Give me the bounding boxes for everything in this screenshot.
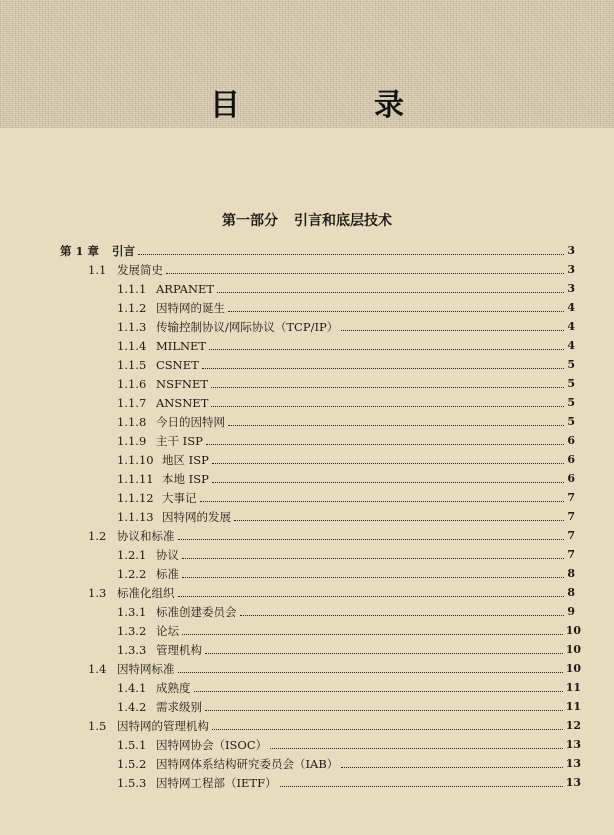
toc-entry[interactable]: 1.1.2 因特网的诞生 4 xyxy=(117,301,575,315)
toc-entry[interactable]: 1.4.1 成熟度 11 xyxy=(117,681,581,695)
toc-entry[interactable]: 1.1.12 大事记 7 xyxy=(117,491,575,505)
toc-entry[interactable]: 1.1.13 因特网的发展 7 xyxy=(117,510,575,524)
toc-entry[interactable]: 1.1 发展简史 3 xyxy=(88,263,575,277)
toc-entry[interactable]: 第 1 章 引言 3 xyxy=(60,244,575,258)
toc-entry[interactable]: 1.2.2 标准 8 xyxy=(117,567,575,581)
part-heading xyxy=(0,210,614,230)
toc-entry[interactable]: 1.1.8 今日的因特网 5 xyxy=(117,415,575,429)
toc-entry[interactable]: 1.1.11 本地 ISP 6 xyxy=(117,472,575,486)
part-name: 引言和底层技术 xyxy=(294,213,392,229)
part-label: 第一部分 xyxy=(222,213,278,229)
toc-entry[interactable]: 1.5.3 因特网工程部（IETF） 13 xyxy=(117,776,581,790)
toc-entry[interactable]: 1.3.1 标准创建委员会 9 xyxy=(117,605,575,619)
toc-entry[interactable]: 1.1.1 ARPANET 3 xyxy=(117,282,575,296)
toc-entry[interactable]: 1.2 协议和标准 7 xyxy=(88,529,575,543)
toc-entry[interactable]: 1.3.3 管理机构 10 xyxy=(117,643,581,657)
toc-entry[interactable]: 1.1.6 NSFNET 5 xyxy=(117,377,575,391)
toc-entry[interactable]: 1.2.1 协议 7 xyxy=(117,548,575,562)
toc-entry[interactable]: 1.4.2 需求级别 11 xyxy=(117,700,581,714)
toc-entry[interactable]: 1.3.2 论坛 10 xyxy=(117,624,581,638)
toc-entry[interactable]: 1.5.2 因特网体系结构研究委员会（IAB） 13 xyxy=(117,757,581,771)
toc-entry[interactable]: 1.3 标准化组织 8 xyxy=(88,586,575,600)
toc-entry[interactable]: 1.1.10 地区 ISP 6 xyxy=(117,453,575,467)
page-title: 目 录 xyxy=(210,88,456,123)
toc-entry[interactable]: 1.4 因特网标准 10 xyxy=(88,662,581,676)
header-banner xyxy=(0,0,614,128)
toc-entry[interactable]: 1.1.3 传输控制协议/网际协议（TCP/IP） 4 xyxy=(117,320,575,334)
toc-entry[interactable]: 1.1.9 主干 ISP 6 xyxy=(117,434,575,448)
toc-entry[interactable]: 1.1.5 CSNET 5 xyxy=(117,358,575,372)
toc-entry[interactable]: 1.1.7 ANSNET 5 xyxy=(117,396,575,410)
toc-entry[interactable]: 1.5 因特网的管理机构 12 xyxy=(88,719,581,733)
toc-entry[interactable]: 1.5.1 因特网协会（ISOC） 13 xyxy=(117,738,581,752)
toc-entry[interactable]: 1.1.4 MILNET 4 xyxy=(117,339,575,353)
